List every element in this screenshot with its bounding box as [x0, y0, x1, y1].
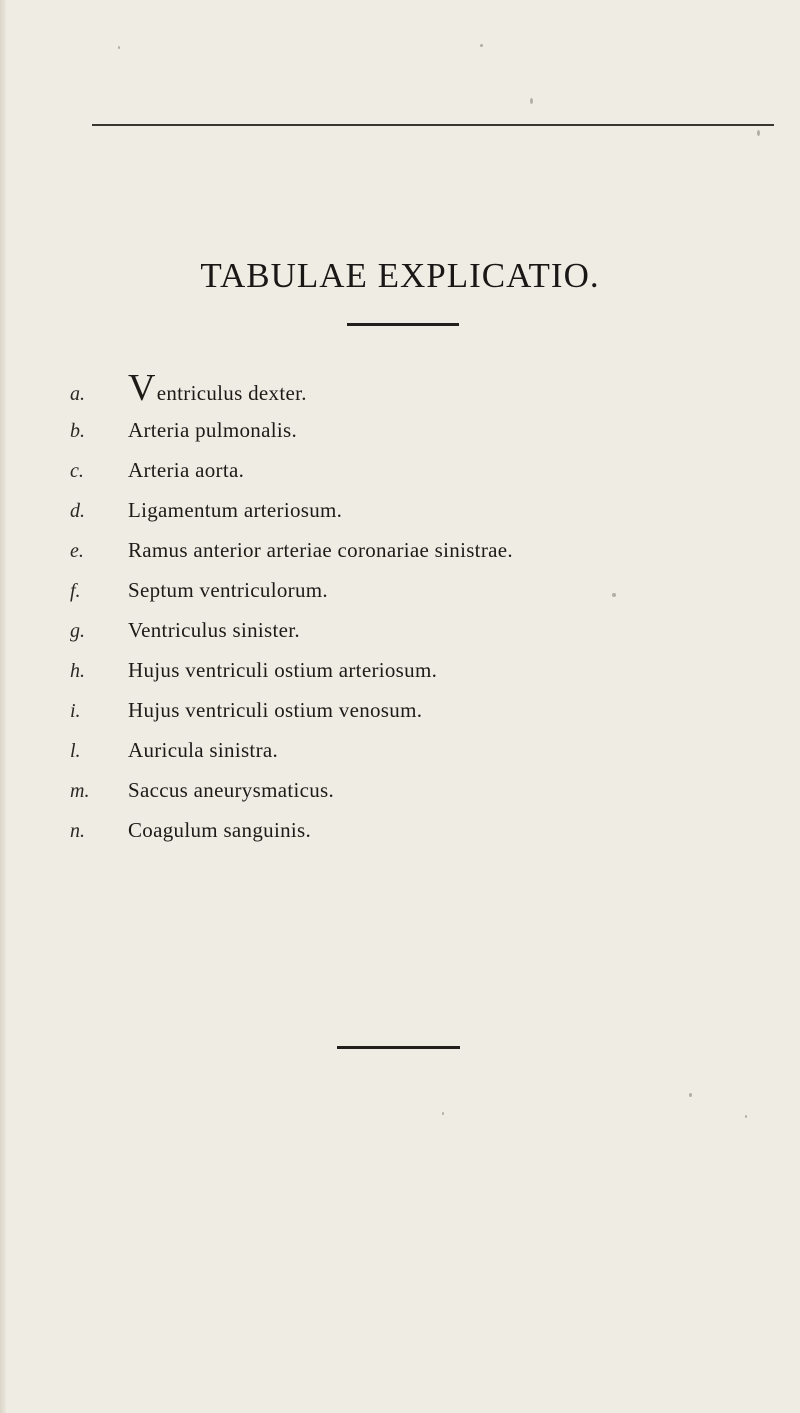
entry-text: Ligamentum arteriosum. — [128, 498, 343, 522]
entry-text: Hujus ventriculi ostium venosum. — [128, 698, 423, 722]
entry-letter: d. — [70, 500, 85, 522]
entry-text: Septum ventriculorum. — [128, 578, 328, 602]
entry-text — [128, 367, 307, 409]
paper-speck — [530, 98, 533, 104]
entry-text-rest: entriculus dexter. — [156, 381, 307, 405]
legend-entry-b — [70, 418, 297, 448]
entry-text: Arteria pulmonalis. — [128, 418, 297, 442]
entry-letter: m. — [70, 780, 90, 802]
entry-letter: h. — [70, 660, 85, 682]
entry-letter: n. — [70, 820, 85, 842]
entry-text: Hujus ventriculi ostium arteriosum. — [128, 658, 438, 682]
entry-text: Saccus aneurysmaticus. — [128, 778, 335, 802]
legend-entry-e — [70, 538, 513, 568]
entry-text: Ramus anterior arteriae coronariae sinistrae. — [128, 538, 513, 562]
paper-speck — [689, 1093, 692, 1097]
page-title: TABULAE EXPLICATIO. — [200, 256, 600, 295]
entry-text: Arteria aorta. — [128, 458, 245, 482]
paper-speck — [745, 1115, 747, 1118]
legend-entry-m — [70, 778, 334, 808]
title-rule — [347, 323, 459, 326]
entry-letter: e. — [70, 540, 84, 562]
entry-letter: c. — [70, 460, 84, 482]
entry-letter: l. — [70, 740, 81, 762]
legend-entry-f — [70, 578, 328, 608]
paper-speck — [612, 593, 616, 597]
legend-entry-i — [70, 698, 422, 728]
entry-letter: a. — [70, 383, 85, 405]
legend-entry-h — [70, 658, 437, 688]
drop-cap: V — [128, 367, 156, 409]
entry-text: Ventriculus sinister. — [128, 618, 300, 642]
entry-text: Auricula sinistra. — [128, 738, 279, 762]
paper-speck — [757, 130, 760, 136]
entry-letter: f. — [70, 580, 81, 602]
paper-speck — [480, 44, 483, 47]
legend-entry-d — [70, 498, 342, 528]
paper-speck — [442, 1112, 444, 1115]
legend-entry-c — [70, 458, 244, 488]
entry-letter: i. — [70, 700, 81, 722]
top-rule — [92, 124, 774, 126]
legend-entry-l — [70, 738, 278, 768]
entry-letter: b. — [70, 420, 85, 442]
entry-letter: g. — [70, 620, 85, 642]
legend-entry-n — [70, 818, 311, 848]
entry-text: Coagulum sanguinis. — [128, 818, 312, 842]
paper-speck — [118, 46, 120, 49]
legend-entry-g — [70, 618, 300, 648]
legend-entry-a — [70, 367, 307, 409]
page-edge — [0, 0, 6, 1413]
closing-rule — [337, 1046, 460, 1049]
